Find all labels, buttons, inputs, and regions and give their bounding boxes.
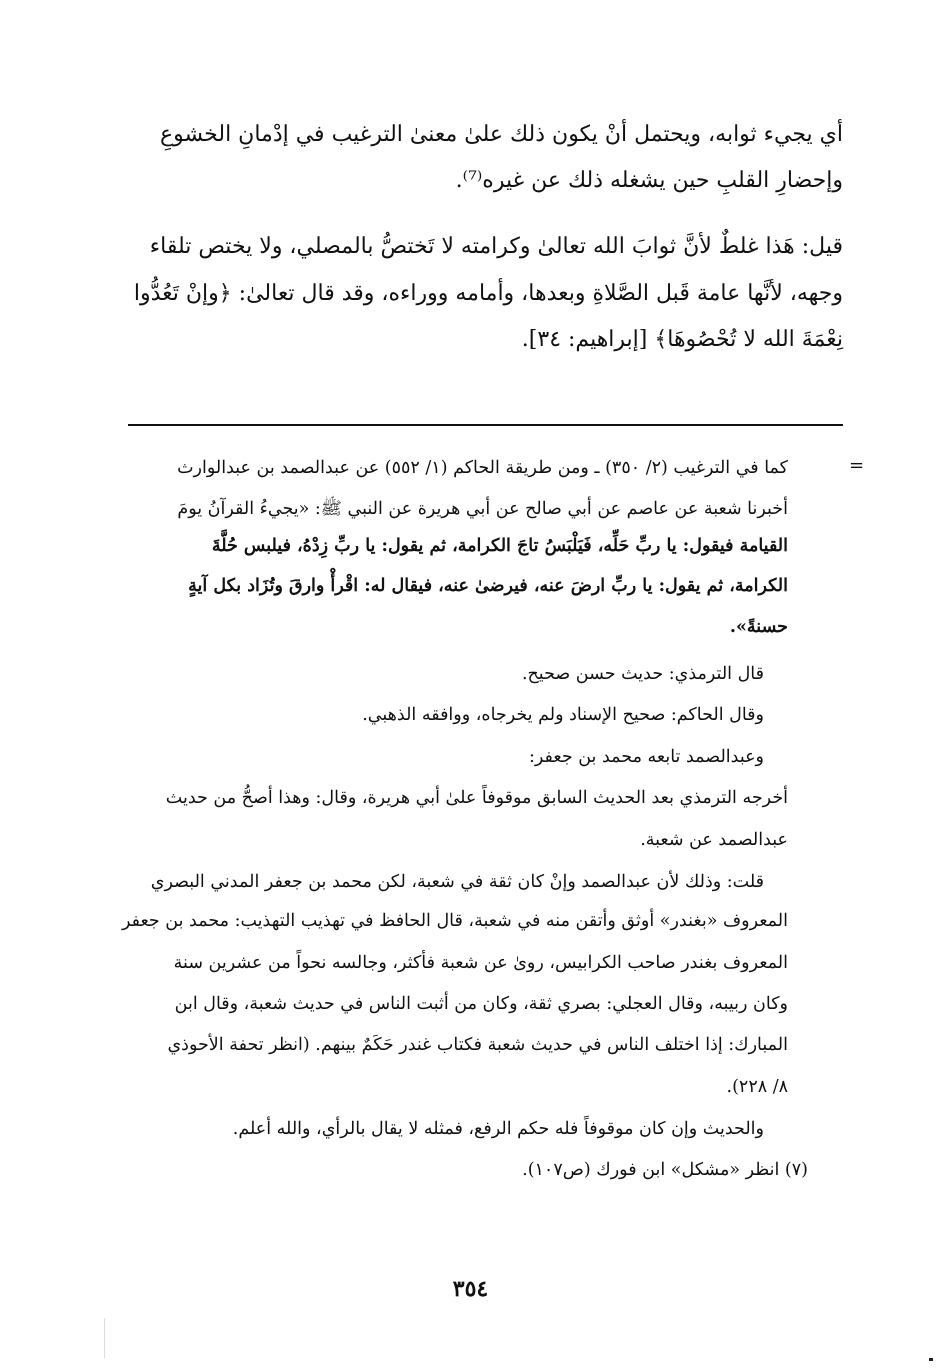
main-line: قيل: هَذا غلطٌ لأنَّ ثوابَ الله تعالىٰ وكرامته لا تَختصُّ بالمصلي، ولا يختص تلقاء <box>149 234 843 259</box>
footnote-line: (٧) انظر «مشكل» ابن فورك (ص١٠٧). <box>522 1160 808 1180</box>
footnote-line: المعروف بغندر صاحب الكرابيس، روىٰ عن شعبة فأكثر، وجالسه نحواً من عشرين سنة <box>173 953 788 973</box>
footnote-line: وكان ربيبه، وقال العجلي: بصري ثقة، وكان من أثبت الناس في حديث شعبة، وقال ابن <box>174 994 788 1014</box>
scan-artifact <box>929 1358 933 1361</box>
footnote-line: قلت: وذلك لأن عبدالصمد وإنْ كان ثقة في شعبة، لكن محمد بن جعفر المدني البصري <box>150 872 764 892</box>
page-number: ٣٥٤ <box>452 1276 489 1302</box>
footnote-line: كما في الترغيب (٢/ ٣٥٠) ـ ومن طريقة الحاكم (١/ ٥٥٢) عن عبدالصمد بن عبدالوارث <box>177 458 788 478</box>
footnote-line: وقال الحاكم: صحيح الإسناد ولم يخرجاه، ووافقه الذهبي. <box>362 705 764 725</box>
footnote-line: أخبرنا شعبة عن عاصم عن أبي صالح عن أبي هريرة عن النبي ﷺ: «يجيءُ القرآنُ يومَ <box>177 499 788 519</box>
footnote-line: عبدالصمد عن شعبة. <box>640 830 788 850</box>
footnote-line: ٨/ ٢٢٨). <box>726 1077 788 1097</box>
scan-artifact <box>104 1318 105 1358</box>
footnote-line: قال الترمذي: حديث حسن صحيح. <box>521 664 764 684</box>
footnote-line: المبارك: إذا اختلف الناس في حديث شعبة فكتاب غندر حَكَمٌ بينهم. (انظر تحفة الأحوذي <box>167 1035 788 1055</box>
footnote-line: والحديث وإن كان موقوفاً فله حكم الرفع، فمثله لا يقال بالرأي، والله أعلم. <box>232 1119 764 1139</box>
continuation-marker: = <box>849 455 865 476</box>
main-line: وجهه، لأنَّها عامة قَبل الصَّلاةِ وبعدها، وأمامه ووراءه، وقد قال تعالىٰ: ﴿وإنْ تَعُدُّوا <box>133 281 843 306</box>
footnote-line: وعبدالصمد تابعه محمد بن جعفر: <box>528 747 764 767</box>
footnote-line: أخرجه الترمذي بعد الحديث السابق موقوفاً علىٰ أبي هريرة، وقال: وهذا أصحُّ من حديث <box>165 788 788 808</box>
footnote-line: المعروف «بغندر» أوثق وأتقن منه في شعبة، قال الحافظ في تهذيب التهذيب: محمد بن جعفر <box>121 911 788 931</box>
main-line: وإحضارِ القلبِ حين يشغله ذلك عن غيره⁽⁷⁾. <box>455 168 843 193</box>
footnote-line: القيامة فيقول: يا ربِّ حَلِّه، فَيَلْبَسُ تاجَ الكرامة، ثم يقول: يا ربِّ زِدْهُ، فيلبس حُلَّةَ <box>211 536 788 556</box>
footnote-line: الكرامة، ثم يقول: يا ربِّ ارضَ عنه، فيرضىٰ عنه، فيقال له: اقْرأْ وارقَ وتُزَاد بكل آيةٍ <box>188 576 788 596</box>
main-line: نِعْمَةَ الله لا تُحْصُوهَا﴾ [إبراهيم: ٣٤]. <box>521 327 843 352</box>
footnote-line: حسنةً». <box>729 617 788 637</box>
footnote-separator <box>128 424 843 426</box>
main-line: أي يجيء ثوابه، ويحتمل أنْ يكون ذلك علىٰ معنىٰ الترغيب في إدْمانِ الخشوعِ <box>160 122 843 147</box>
